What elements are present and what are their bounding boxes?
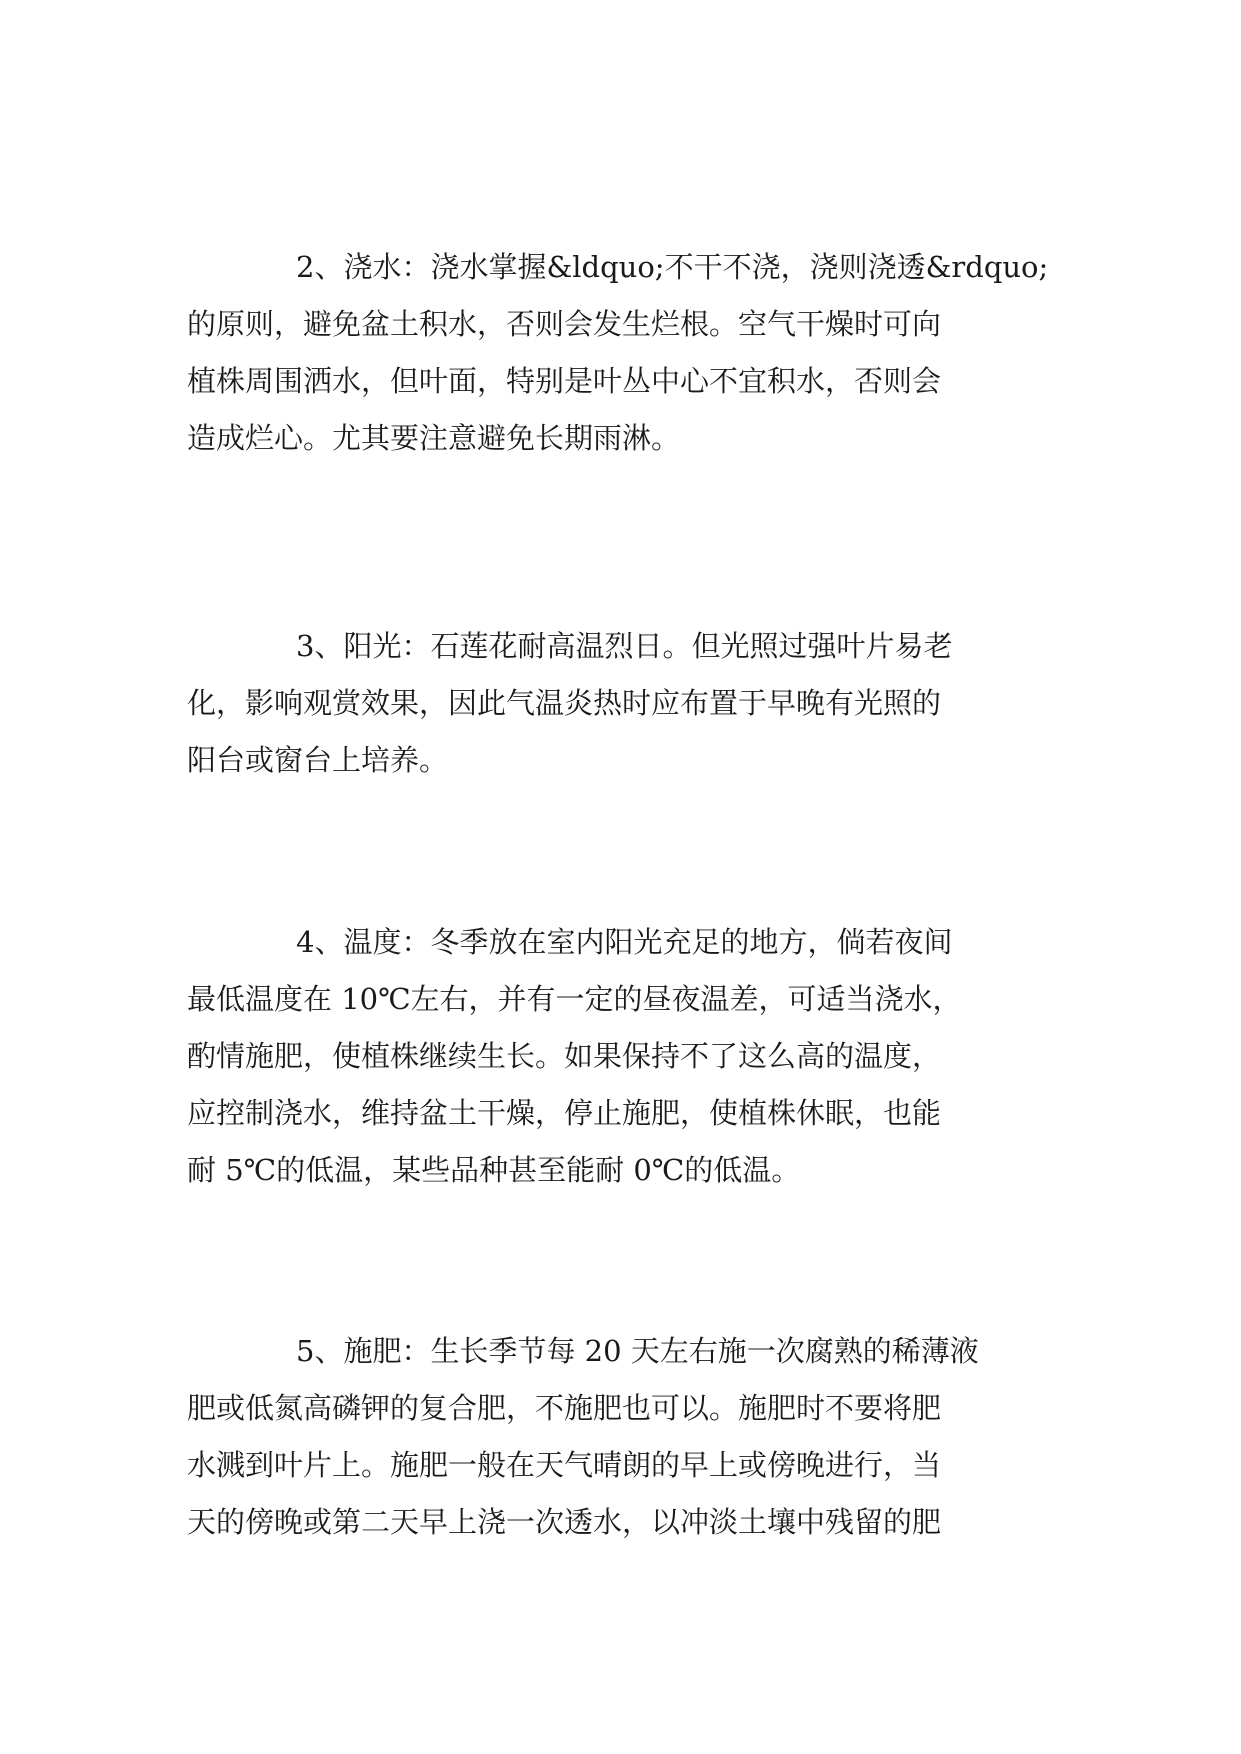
- paragraph-line: 肥或低氮高磷钾的复合肥，不施肥也可以。施肥时不要将肥: [187, 1391, 942, 1425]
- paragraph-line: 水溅到叶片上。施肥一般在天气晴朗的早上或傍晚进行，当: [187, 1448, 942, 1482]
- paragraph-line: 2、浇水：浇水掌握&ldquo;不干不浇，浇则浇透&rdquo;: [296, 250, 1049, 284]
- paragraph-line: 阳台或窗台上培养。: [187, 743, 449, 777]
- paragraph-line: 植株周围洒水，但叶面，特别是叶丛中心不宜积水，否则会: [187, 364, 942, 398]
- paragraph-line: 最低温度在 10℃左右，并有一定的昼夜温差，可适当浇水，: [187, 982, 962, 1016]
- paragraph-line: 的原则，避免盆土积水，否则会发生烂根。空气干燥时可向: [187, 307, 942, 341]
- paragraph-line: 应控制浇水，维持盆土干燥，停止施肥，使植株休眠，也能: [187, 1096, 942, 1130]
- paragraph-line: 酌情施肥，使植株继续生长。如果保持不了这么高的温度，: [187, 1039, 942, 1073]
- paragraph-line: 造成烂心。尤其要注意避免长期雨淋。: [187, 421, 681, 455]
- paragraph-line: 耐 5℃的低温，某些品种甚至能耐 0℃的低温。: [187, 1153, 801, 1187]
- paragraph-line: 5、施肥：生长季节每 20 天左右施一次腐熟的稀薄液: [296, 1334, 979, 1368]
- paragraph-line: 化，影响观赏效果，因此气温炎热时应布置于早晚有光照的: [187, 686, 942, 720]
- paragraph-line: 4、温度：冬季放在室内阳光充足的地方，倘若夜间: [296, 925, 953, 959]
- paragraph-line: 天的傍晚或第二天早上浇一次透水，以冲淡土壤中残留的肥: [187, 1505, 942, 1539]
- paragraph-line: 3、阳光：石莲花耐高温烈日。但光照过强叶片易老: [296, 629, 953, 663]
